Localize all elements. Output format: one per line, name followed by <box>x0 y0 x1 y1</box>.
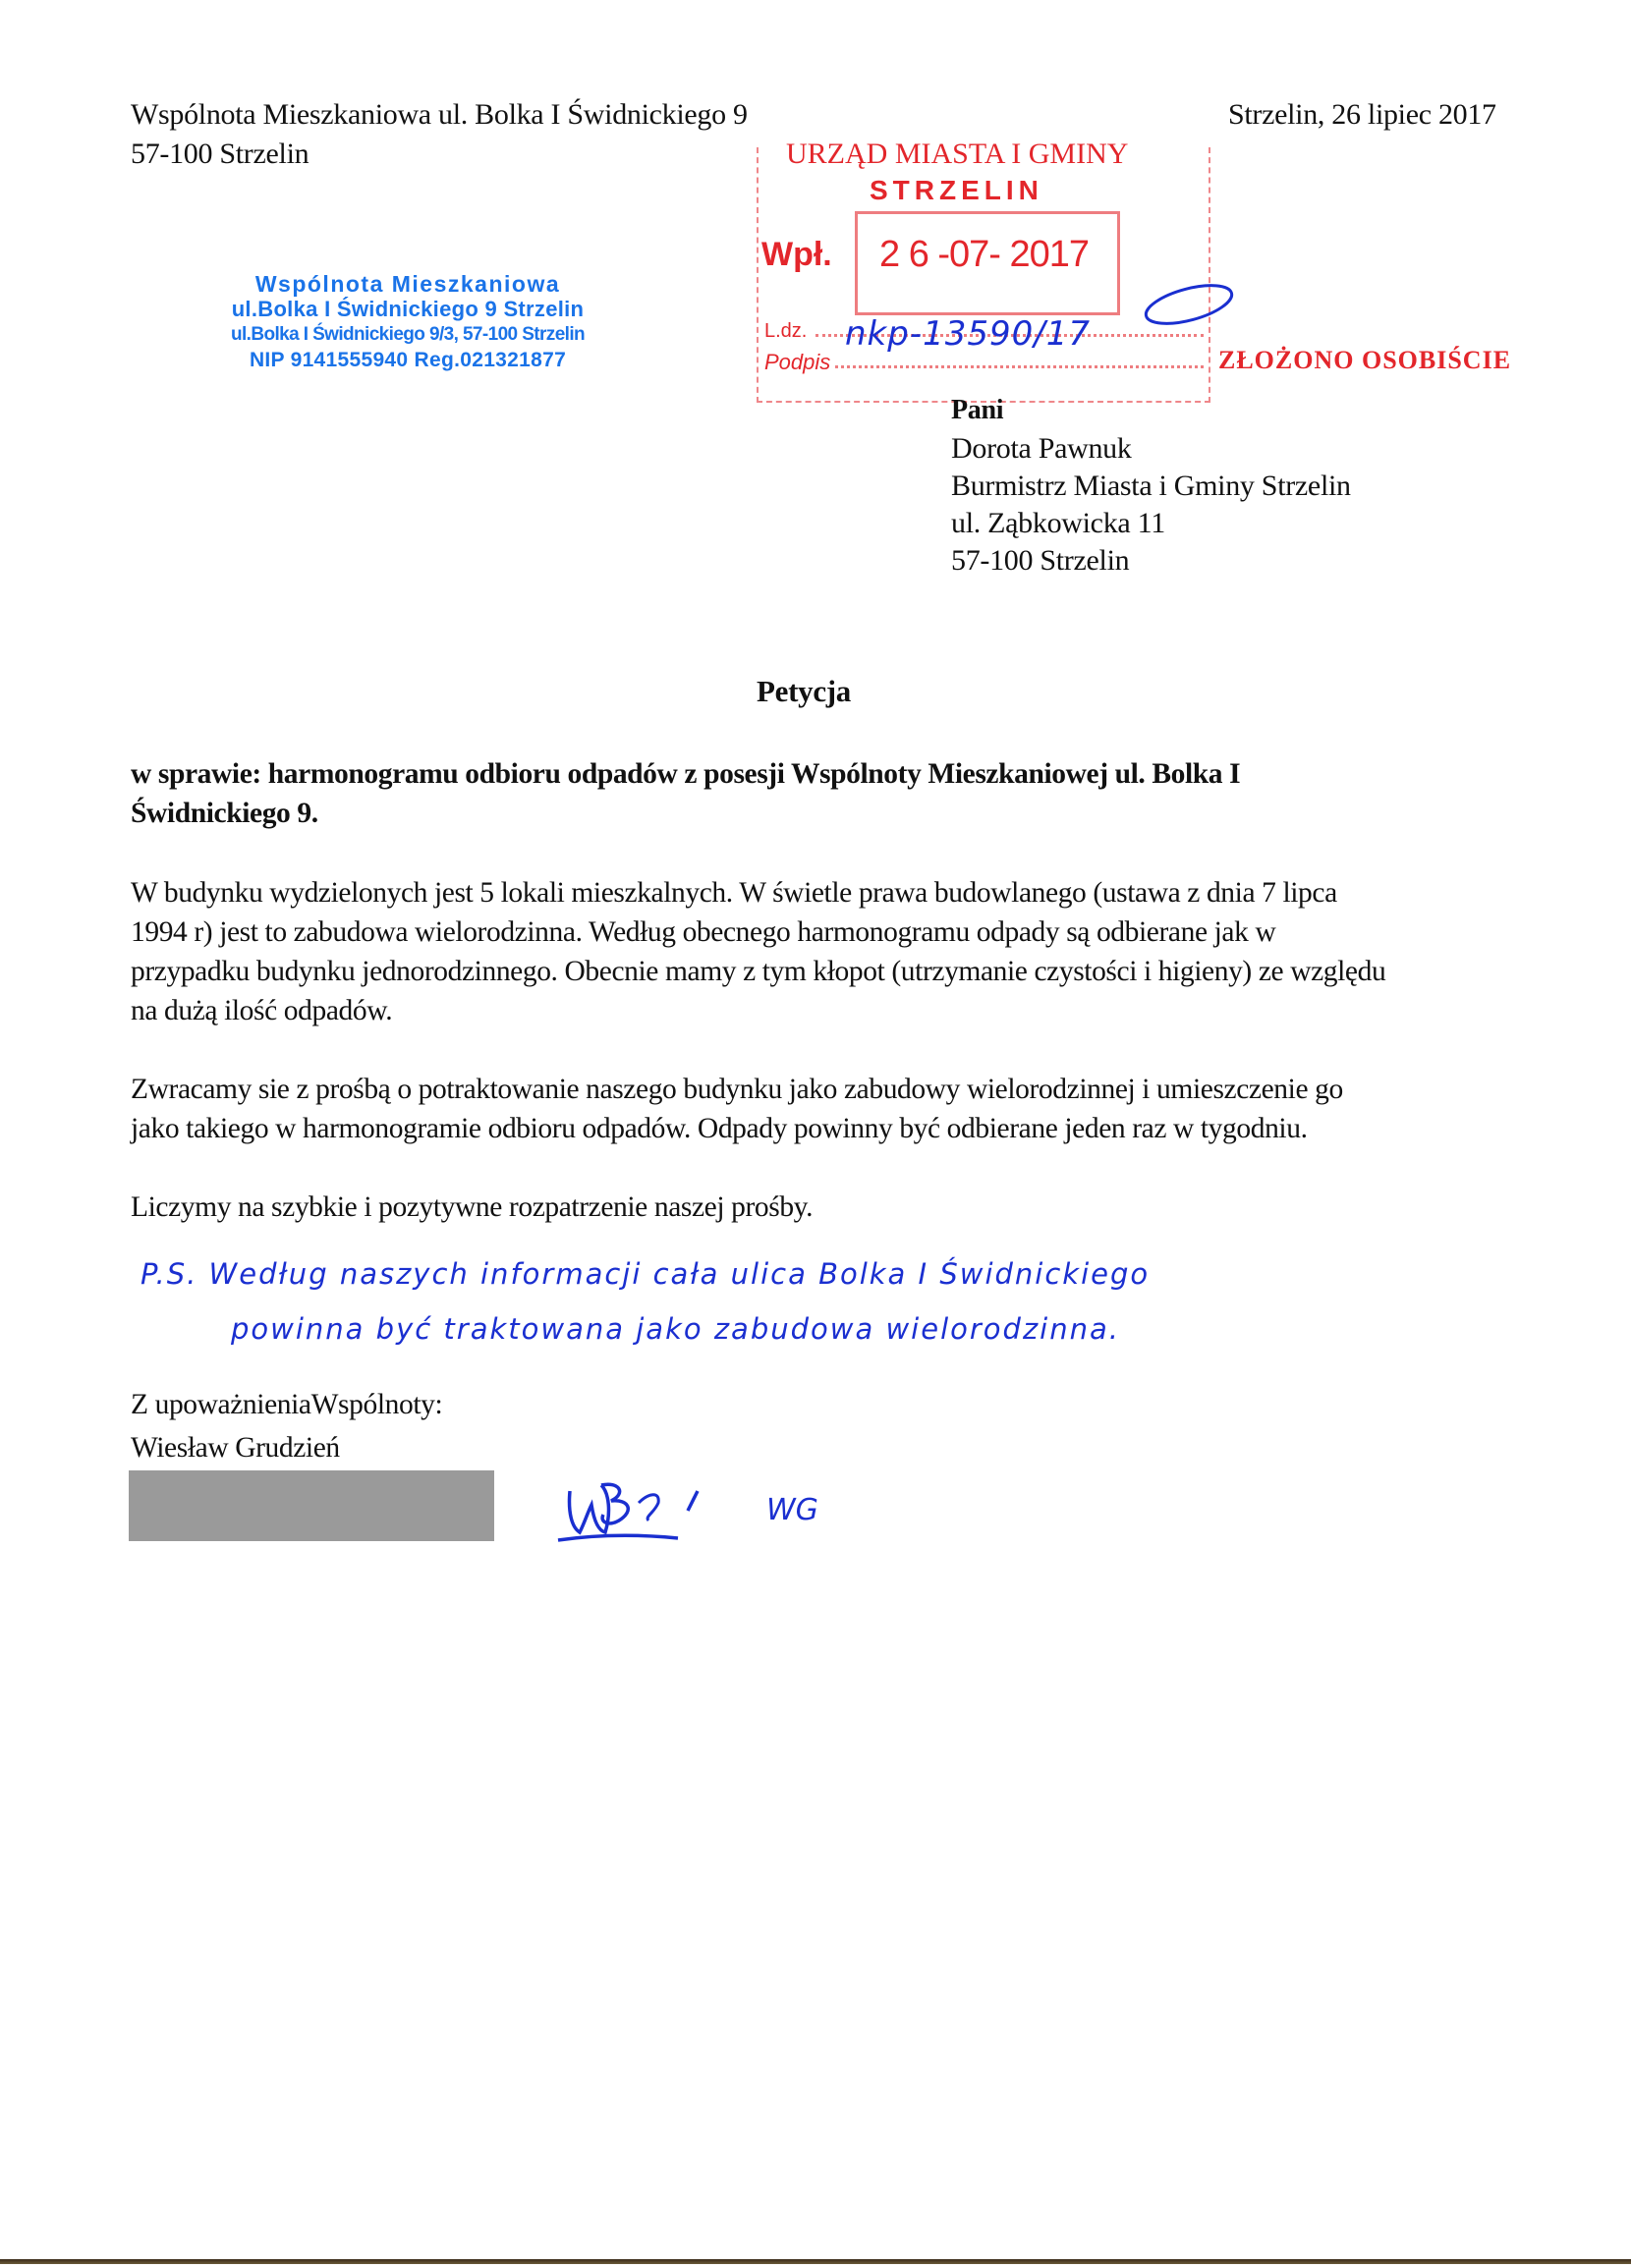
stamp-received-date: 2 6 -07- 2017 <box>879 234 1090 275</box>
paragraph-line: jako takiego w harmonogramie odbioru odpadów. Odpady powinny być odbierane jeden raz w tygodniu. <box>131 1113 1308 1144</box>
sender-stamp-address-full: ul.Bolka I Świdnickiego 9/3, 57-100 Strzelin <box>230 324 586 345</box>
place-and-date: Strzelin, 26 lipiec 2017 <box>1228 98 1496 131</box>
sender-address-line-2: 57-100 Strzelin <box>131 138 309 170</box>
stamp-signature-dotted-line <box>835 365 1204 368</box>
handwritten-signature-icon <box>550 1473 747 1552</box>
paragraph-line: na dużą ilość odpadów. <box>131 995 393 1026</box>
handwritten-circle-mark <box>1120 275 1248 334</box>
stamp-received-label: Wpł. <box>761 236 832 273</box>
subject-line: w sprawie: harmonogramu odbioru odpadów z posesji Wspólnoty Mieszkaniowej ul. Bolka I <box>131 758 1241 790</box>
page-bottom-edge <box>0 2259 1631 2264</box>
sender-address-line-1: Wspólnota Mieszkaniowa ul. Bolka I Świdnickiego 9 <box>131 98 748 131</box>
stamp-ldz-label: L.dz. <box>764 320 808 342</box>
paragraph-3: Liczymy na szybkie i pozytywne rozpatrzenie naszej prośby. <box>131 1191 814 1223</box>
paragraph-line: 1994 r) jest to zabudowa wielorodzinna. Według obecnego harmonogramu odpady są odbierane jak w <box>131 916 1276 948</box>
redacted-block <box>129 1470 494 1541</box>
recipient-salutation: Pani <box>951 395 1004 425</box>
stamp-office-name: URZĄD MIASTA I GMINY <box>786 138 1129 170</box>
document-title: Petycja <box>757 674 852 708</box>
paragraph-line: W budynku wydzielonych jest 5 lokali mieszkalnych. W świetle prawa budowlanego (ustawa z dnia 7 lipca <box>131 877 1337 909</box>
stamp-city: STRZELIN <box>870 175 1043 205</box>
signatory-name: Wiesław Grudzień <box>131 1432 340 1464</box>
sender-stamp-name: Wspólnota Mieszkaniowa <box>254 271 561 297</box>
signature-text: WG <box>766 1493 818 1527</box>
stamp-signature-label: Podpis <box>764 350 831 374</box>
postscript-line: P.S. Według naszych informacji cała ulica Bolka I Świdnickiego <box>141 1257 1151 1291</box>
sender-stamp <box>216 271 599 373</box>
paragraph-line: Zwracamy sie z prośbą o potraktowanie naszego budynku jako zabudowy wielorodzinnej i umieszczenie go <box>131 1074 1343 1105</box>
recipient-city: 57-100 Strzelin <box>951 544 1130 577</box>
paragraph-line: przypadku budynku jednorodzinnego. Obecnie mamy z tym kłopot (utrzymanie czystości i higieny) ze względu <box>131 956 1386 987</box>
sender-stamp-address: ul.Bolka I Świdnickiego 9 Strzelin <box>231 297 585 321</box>
recipient-name: Dorota Pawnuk <box>951 432 1132 465</box>
authorization-line: Z upoważnieniaWspólnoty: <box>131 1389 443 1420</box>
handwritten-case-number: nkp-13590/17 <box>845 314 1091 354</box>
recipient-street: ul. Ząbkowicka 11 <box>951 507 1165 539</box>
stamp-delivered-in-person: ZŁOŻONO OSOBIŚCIE <box>1218 346 1512 374</box>
postscript-line: powinna być traktowana jako zabudowa wielorodzinna. <box>231 1312 1120 1346</box>
sender-stamp-tax-ids: NIP 9141555940 Reg.021321877 <box>249 349 567 371</box>
recipient-title: Burmistrz Miasta i Gminy Strzelin <box>951 470 1351 502</box>
subject-line: Świdnickiego 9. <box>131 798 318 829</box>
